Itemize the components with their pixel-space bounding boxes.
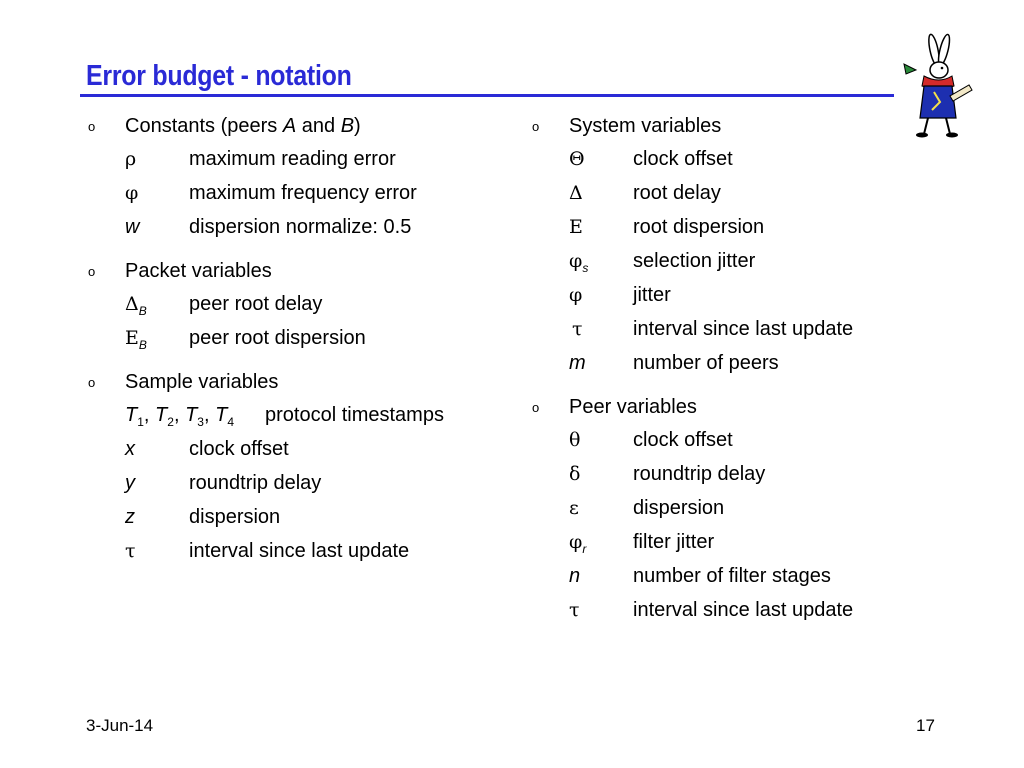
symbol-subscript: s bbox=[582, 260, 589, 275]
notation-row bbox=[532, 176, 952, 210]
symbol-description: root delay bbox=[633, 182, 721, 204]
right-column bbox=[532, 110, 952, 638]
symbol-description: jitter bbox=[633, 284, 671, 306]
title-underline bbox=[80, 94, 894, 97]
bullet-marker: o bbox=[88, 375, 96, 390]
symbol-phi: φ bbox=[569, 284, 583, 306]
symbol-description: interval since last update bbox=[189, 540, 410, 562]
heading-text: Packet variables bbox=[125, 260, 272, 282]
notation-row bbox=[88, 210, 508, 244]
symbol-description: filter jitter bbox=[633, 531, 715, 553]
symbol-glyph: Δ bbox=[125, 293, 139, 315]
notation-row bbox=[532, 457, 952, 491]
timestamps-symbols: $T_1$, $T_2$, $T_3$, $T_4$ bbox=[125, 404, 234, 429]
notation-row bbox=[88, 500, 508, 534]
constants-section bbox=[88, 110, 508, 244]
system-section bbox=[532, 110, 952, 380]
slide-title: Error budget - notation bbox=[86, 60, 352, 92]
footer-date: 3-Jun-14 bbox=[86, 716, 154, 735]
symbol-description: root dispersion bbox=[633, 216, 765, 238]
symbol-description: dispersion bbox=[633, 497, 725, 519]
notation-row bbox=[532, 210, 952, 244]
heading-text: Peer variables bbox=[569, 396, 697, 418]
notation-row bbox=[88, 398, 508, 432]
symbol-description: roundtrip delay bbox=[189, 472, 322, 494]
symbol-glyph: φ bbox=[569, 531, 583, 553]
symbol-x: x bbox=[125, 438, 135, 460]
notation-row bbox=[532, 244, 952, 278]
symbol-description: peer root delay bbox=[189, 293, 323, 315]
symbol-subscript: r bbox=[582, 541, 587, 556]
notation-row bbox=[88, 287, 508, 321]
symbol-epsilon-upper: Ε bbox=[569, 216, 583, 238]
symbol-description: dispersion normalize: 0.5 bbox=[189, 216, 412, 238]
peer-b-label: B bbox=[340, 115, 355, 137]
symbol-subscript: B bbox=[138, 337, 147, 352]
peer-section bbox=[532, 391, 952, 627]
notation-row bbox=[532, 312, 952, 346]
notation-row bbox=[532, 491, 952, 525]
symbol-delta-upper: Δ bbox=[569, 182, 583, 204]
symbol-z: z bbox=[125, 506, 135, 528]
heading-text: System variables bbox=[569, 115, 722, 137]
notation-row bbox=[88, 466, 508, 500]
heading-text: Constants (peers bbox=[125, 115, 283, 137]
symbol-description: dispersion bbox=[189, 506, 281, 528]
symbol-tau: τ bbox=[569, 599, 580, 621]
notation-row bbox=[88, 176, 508, 210]
heading-text: Sample variables bbox=[125, 371, 279, 393]
notation-row bbox=[532, 525, 952, 559]
heading-text: ) bbox=[354, 115, 361, 137]
symbol-subscript: B bbox=[138, 303, 147, 318]
symbol-glyph: Ε bbox=[125, 327, 139, 349]
symbol-delta: δ bbox=[569, 463, 581, 485]
symbol-y: y bbox=[125, 472, 135, 494]
symbol-tau: τ bbox=[125, 540, 136, 562]
symbol-theta-upper: Θ bbox=[569, 148, 585, 170]
heading-text: and bbox=[296, 115, 341, 137]
symbol-description: selection jitter bbox=[633, 250, 756, 272]
symbol-description: interval since last update bbox=[633, 318, 854, 340]
peer-heading bbox=[532, 391, 952, 423]
notation-row bbox=[532, 346, 952, 380]
notation-row bbox=[88, 432, 508, 466]
notation-row bbox=[532, 423, 952, 457]
symbol-description: number of peers bbox=[633, 352, 779, 374]
symbol-description: roundtrip delay bbox=[633, 463, 766, 485]
peer-a-label: A bbox=[282, 115, 297, 137]
bullet-marker: o bbox=[532, 400, 540, 415]
left-column bbox=[88, 110, 508, 579]
notation-row bbox=[532, 142, 952, 176]
notation-row bbox=[532, 593, 952, 627]
symbol-description: maximum reading error bbox=[189, 148, 396, 170]
notation-row bbox=[532, 278, 952, 312]
symbol-description: clock offset bbox=[633, 429, 733, 451]
symbol-description: maximum frequency error bbox=[189, 182, 417, 204]
symbol-description: peer root dispersion bbox=[189, 327, 366, 349]
bullet-marker: o bbox=[88, 264, 96, 279]
notation-row bbox=[88, 321, 508, 355]
symbol-description: interval since last update bbox=[633, 599, 854, 621]
sample-heading bbox=[88, 366, 508, 398]
symbol-n: n bbox=[569, 565, 581, 587]
symbol-epsilon: ε bbox=[569, 497, 579, 519]
symbol-phi: φ bbox=[125, 182, 139, 204]
packet-section bbox=[88, 255, 508, 355]
bullet-marker: o bbox=[88, 119, 96, 134]
symbol-m: m bbox=[569, 352, 586, 374]
symbol-tau: τ bbox=[572, 318, 583, 340]
symbol-description: protocol timestamps bbox=[265, 404, 444, 426]
symbol-description: clock offset bbox=[189, 438, 289, 460]
notation-row bbox=[532, 559, 952, 593]
notation-row bbox=[88, 534, 508, 568]
sample-section bbox=[88, 366, 508, 568]
system-heading bbox=[532, 110, 952, 142]
symbol-description: clock offset bbox=[633, 148, 733, 170]
symbol-description: number of filter stages bbox=[633, 565, 831, 587]
packet-heading bbox=[88, 255, 508, 287]
constants-heading bbox=[88, 110, 508, 142]
symbol-epsilon-b bbox=[125, 321, 147, 362]
bullet-marker: o bbox=[532, 119, 540, 134]
symbol-glyph: φ bbox=[569, 250, 583, 272]
page-number: 17 bbox=[916, 716, 935, 735]
symbol-w: w bbox=[125, 216, 140, 238]
symbol-rho: ρ bbox=[125, 148, 137, 170]
symbol-theta: θ bbox=[569, 429, 581, 451]
notation-row bbox=[88, 142, 508, 176]
